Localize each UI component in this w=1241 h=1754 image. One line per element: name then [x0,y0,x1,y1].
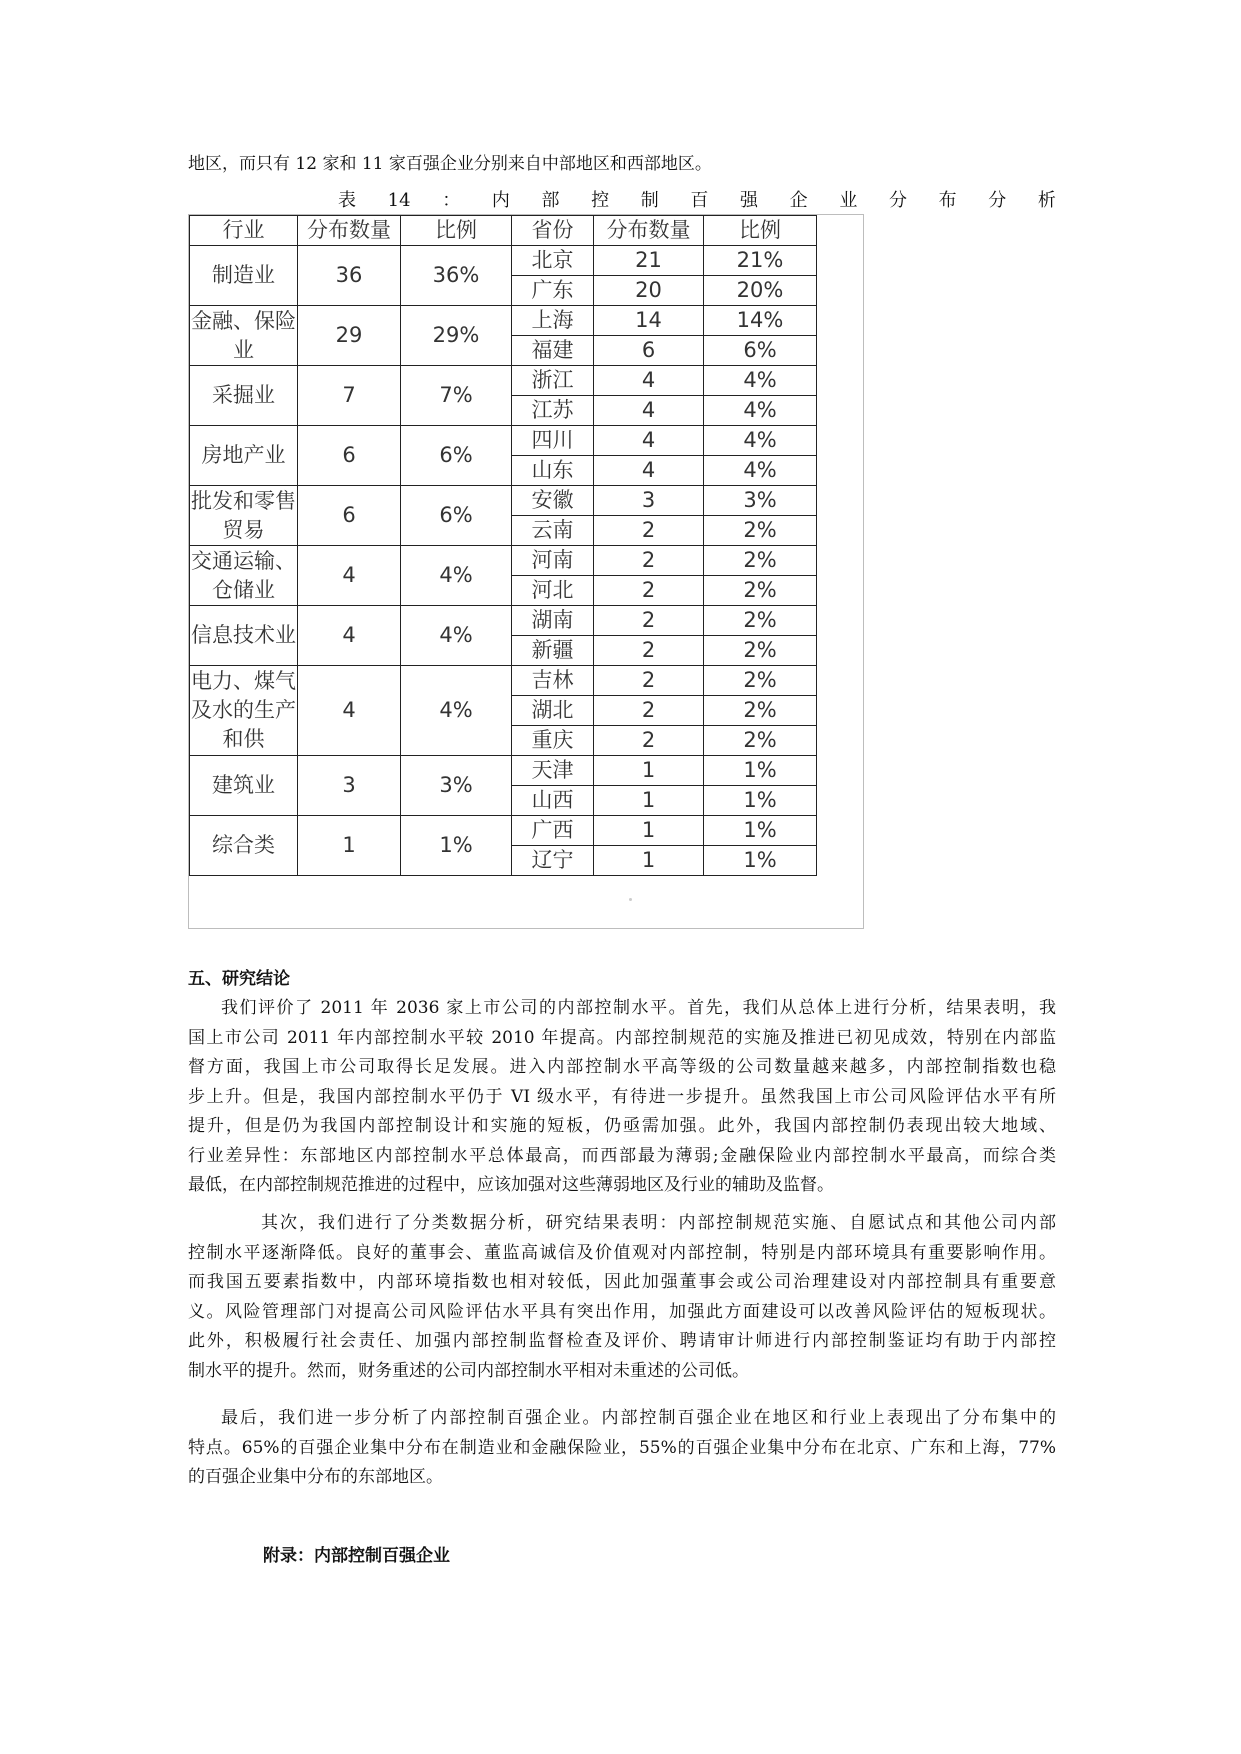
industry-ratio-cell: 4% [401,666,512,756]
province-ratio-cell: 2% [704,576,817,606]
industry-count-cell: 36 [298,246,401,306]
column-header: 行业 [190,216,298,246]
paragraph-line: 其次，我们进行了分类数据分析，研究结果表明：内部控制规范实施、自愿试点和其他公司内部 [261,1213,1056,1233]
province-cell: 辽宁 [512,846,594,876]
province-count-cell: 4 [594,366,704,396]
industry-cell: 信息技术业 [190,606,298,666]
industry-count-cell: 6 [298,486,401,546]
province-count-cell: 2 [594,666,704,696]
province-ratio-cell: 1% [704,786,817,816]
industry-ratio-cell: 3% [401,756,512,816]
province-count-cell: 1 [594,816,704,846]
province-cell: 山西 [512,786,594,816]
caption-char: 制 [640,190,659,211]
province-count-cell: 20 [594,276,704,306]
province-cell: 重庆 [512,726,594,756]
industry-count-cell: 1 [298,816,401,876]
province-count-cell: 6 [594,336,704,366]
province-cell: 湖北 [512,696,594,726]
province-ratio-cell: 20% [704,276,817,306]
province-ratio-cell: 1% [704,816,817,846]
table-header-row [190,216,817,246]
province-cell: 安徽 [512,486,594,516]
scan-speck [629,898,632,901]
paragraph-line: 提升，但是仍为我国内部控制设计和实施的短板，仍亟需加强。此外，我国内部控制仍表现出较大地域、 [188,1116,1056,1136]
paragraph-line: 行业差异性：东部地区内部控制水平总体最高，而西部最为薄弱;金融保险业内部控制水平最高，而综合类 [188,1145,1056,1166]
caption-char: 表 [338,190,356,211]
paragraph-line: 督方面，我国上市公司取得长足发展。进入内部控制水平高等级的公司数量越来越多，内部控制指数也稳 [188,1057,1056,1077]
province-ratio-cell: 2% [704,606,817,636]
province-cell: 广西 [512,816,594,846]
province-cell: 湖南 [512,606,594,636]
paragraph-line: 最后，我们进一步分析了内部控制百强企业。内部控制百强企业在地区和行业上表现出了分布集中的 [221,1408,1056,1428]
province-count-cell: 2 [594,546,704,576]
province-count-cell: 2 [594,516,704,546]
industry-cell: 电力、煤气及水的生产和供 [190,666,298,756]
province-ratio-cell: 4% [704,366,817,396]
industry-ratio-cell: 6% [401,426,512,486]
table-row [190,666,817,696]
province-cell: 四川 [512,426,594,456]
industry-count-cell: 4 [298,666,401,756]
industry-cell: 制造业 [190,246,298,306]
table-row [190,546,817,576]
province-count-cell: 2 [594,696,704,726]
industry-cell: 批发和零售贸易 [190,486,298,546]
column-header: 比例 [401,216,512,246]
distribution-table [189,215,817,876]
paragraph-line: 控制水平逐渐降低。良好的董事会、董监高诚信及价值观对内部控制，特别是内部环境具有重要影响作用。 [188,1242,1056,1263]
province-cell: 江苏 [512,396,594,426]
column-header: 分布数量 [594,216,704,246]
province-cell: 山东 [512,456,594,486]
industry-ratio-cell: 1% [401,816,512,876]
province-ratio-cell: 21% [704,246,817,276]
province-ratio-cell: 1% [704,756,817,786]
table-row [190,246,817,276]
paragraph-line: 国上市公司 2011 年内部控制水平较 2010 年提高。内部控制规范的实施及推进已初见成效，特别在内部监 [188,1027,1056,1048]
province-cell: 天津 [512,756,594,786]
province-ratio-cell: 2% [704,696,817,726]
caption-char: 布 [938,190,957,211]
industry-count-cell: 6 [298,426,401,486]
province-ratio-cell: 6% [704,336,817,366]
industry-cell: 采掘业 [190,366,298,426]
province-count-cell: 4 [594,396,704,426]
column-header: 比例 [704,216,817,246]
paragraph-line: 步上升。但是，我国内部控制水平仍于 VI 级水平，有待进一步提升。虽然我国上市公司风险评估水平有所 [188,1086,1056,1107]
industry-ratio-cell: 36% [401,246,512,306]
province-count-cell: 3 [594,486,704,516]
industry-count-cell: 7 [298,366,401,426]
caption-char: 内 [491,190,510,211]
section-heading: 五、研究结论 [188,969,290,989]
industry-ratio-cell: 29% [401,306,512,366]
province-ratio-cell: 3% [704,486,817,516]
province-cell: 广东 [512,276,594,306]
caption-char: 14 [387,190,411,211]
paragraph-line: 而我国五要素指数中，内部环境指数也相对较低，因此加强董事会或公司治理建设对内部控制具有重要意 [188,1272,1056,1292]
table-row [190,306,817,336]
paragraph-line: 义。风险管理部门对提高公司风险评估水平具有突出作用，加强此方面建设可以改善风险评估的短板现状。 [188,1301,1056,1322]
province-cell: 福建 [512,336,594,366]
table-row [190,486,817,516]
paragraph-line: 我们评价了 2011 年 2036 家上市公司的内部控制水平。首先，我们从总体上进行分析，结果表明，我 [221,998,1056,1018]
table-row [190,606,817,636]
province-cell: 河北 [512,576,594,606]
industry-count-cell: 29 [298,306,401,366]
paragraph-line: 制水平的提升。然而，财务重述的公司内部控制水平相对未重述的公司低。 [188,1360,749,1381]
industry-cell: 房地产业 [190,426,298,486]
table-row [190,366,817,396]
province-count-cell: 14 [594,306,704,336]
province-ratio-cell: 4% [704,426,817,456]
province-ratio-cell: 2% [704,546,817,576]
appendix-heading: 附录：内部控制百强企业 [263,1546,450,1566]
column-header: 分布数量 [298,216,401,246]
province-count-cell: 1 [594,846,704,876]
caption-char: 分 [888,190,907,211]
table-row [190,756,817,786]
province-cell: 云南 [512,516,594,546]
province-count-cell: 21 [594,246,704,276]
industry-cell: 金融、保险业 [190,306,298,366]
paragraph-line: 最低，在内部控制规范推进的过程中，应该加强对这些薄弱地区及行业的辅助及监督。 [188,1175,834,1195]
province-cell: 浙江 [512,366,594,396]
industry-count-cell: 3 [298,756,401,816]
column-header: 省份 [512,216,594,246]
province-cell: 新疆 [512,636,594,666]
table-row [190,816,817,846]
industry-count-cell: 4 [298,546,401,606]
province-cell: 北京 [512,246,594,276]
caption-char: ： [442,190,461,211]
industry-ratio-cell: 7% [401,366,512,426]
caption-char: 析 [1037,190,1056,211]
province-count-cell: 2 [594,576,704,606]
province-ratio-cell: 2% [704,516,817,546]
province-count-cell: 2 [594,726,704,756]
province-ratio-cell: 4% [704,456,817,486]
caption-char: 业 [839,190,858,211]
province-count-cell: 2 [594,636,704,666]
industry-cell: 综合类 [190,816,298,876]
caption-char: 百 [690,190,709,211]
caption-char: 企 [789,190,808,211]
province-ratio-cell: 1% [704,846,817,876]
province-ratio-cell: 4% [704,396,817,426]
province-ratio-cell: 2% [704,726,817,756]
caption-char: 强 [740,190,759,211]
province-cell: 河南 [512,546,594,576]
paragraph-line: 特点。65%的百强企业集中分布在制造业和金融保险业，55%的百强企业集中分布在北京、广东和上海，77% [188,1437,1056,1458]
table-caption [338,186,1056,216]
province-ratio-cell: 2% [704,666,817,696]
table-row [190,426,817,456]
province-count-cell: 1 [594,756,704,786]
paragraph-line: 此外，积极履行社会责任、加强内部控制监督检查及评价、聘请审计师进行内部控制鉴证均有助于内部控 [188,1331,1056,1351]
province-ratio-cell: 14% [704,306,817,336]
industry-count-cell: 4 [298,606,401,666]
caption-char: 部 [541,190,560,211]
industry-cell: 建筑业 [190,756,298,816]
caption-char: 分 [988,190,1007,211]
industry-ratio-cell: 6% [401,486,512,546]
industry-cell: 交通运输、仓储业 [190,546,298,606]
intro-line: 地区，而只有 12 家和 11 家百强企业分别来自中部地区和西部地区。 [188,154,712,174]
province-cell: 吉林 [512,666,594,696]
province-count-cell: 4 [594,456,704,486]
province-cell: 上海 [512,306,594,336]
province-count-cell: 4 [594,426,704,456]
caption-char: 控 [591,190,610,211]
paragraph-line: 的百强企业集中分布的东部地区。 [188,1467,443,1487]
province-ratio-cell: 2% [704,636,817,666]
industry-ratio-cell: 4% [401,606,512,666]
province-count-cell: 2 [594,606,704,636]
distribution-table-frame [188,214,864,929]
industry-ratio-cell: 4% [401,546,512,606]
province-count-cell: 1 [594,786,704,816]
